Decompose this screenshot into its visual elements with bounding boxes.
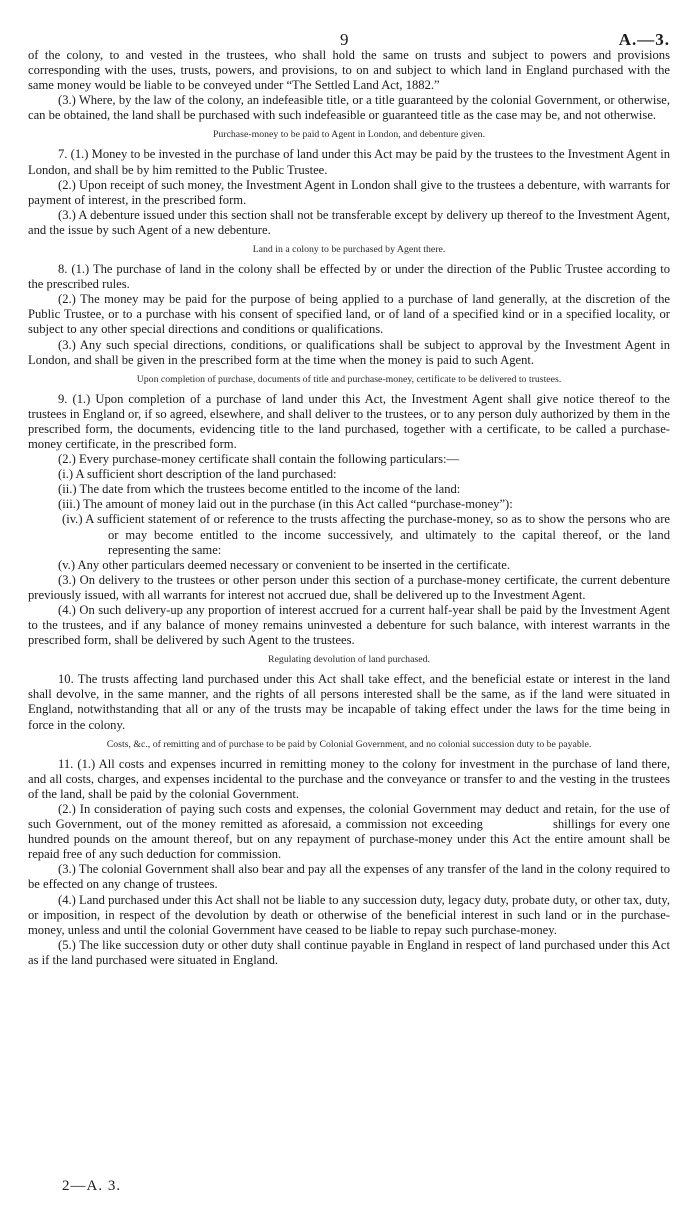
particular-item: (ii.) The date from which the trustees become entitled to the income of the land: [58, 482, 461, 497]
section-7-subsection-1: 7. (1.) Money to be invested in the purchase of land under this Act may be paid by the trustees to the Investment Agent in London, and shall be by him remitted to the Public Trustee. [28, 147, 670, 177]
paper-reference: A.—3. [618, 30, 670, 49]
section-9-subsection-2: (2.) Every purchase-money certificate shall contain the following particulars:— [58, 452, 460, 467]
section-11-heading: Costs, &c., of remitting and of purchase to be paid by Colonial Government, and no colonial succession duty to be payable. [106, 738, 592, 750]
particular-item: (iv.) A sufficient statement of or reference to the trusts affecting the purchase-money, so as to show the persons who are or may become entitled to the income successively, and ultimately to the capital thereof, or the land representing the same: [62, 512, 670, 557]
section-11-subsection-4: (4.) Land purchased under this Act shall not be liable to any succession duty, legacy duty, probate duty, or other tax, duty, or imposition, in respect of the devolution by death or otherwise of the beneficial interest in such land or in the purchase-money, unless and until the colonial Government have ceased to be liable to repay such purchase-money. [28, 892, 670, 937]
section-8-heading: Land in a colony to be purchased by Agent there. [252, 244, 446, 256]
document-body [28, 48, 670, 968]
section-11-subsection-2-part-a: (2.) In consideration of paying such costs and expenses, the colonial Government may deduct and retain, for the use of such Government, out of the money remitted as aforesaid, a commission not exceeding [28, 801, 670, 832]
section-7-subsection-2: (2.) Upon receipt of such money, the Investment Agent in London shall give to the trustees a debenture, with warrants for payment of interest, in the prescribed form. [28, 177, 670, 207]
section-11-subsection-1: 11. (1.) All costs and expenses incurred in remitting money to the colony for investment in the purchase of land there, and all costs, charges, and expenses incidental to the purchase and the conveyance or transfer to and the vesting in the trustees of the land, shall be paid by the colonial Government. [28, 756, 670, 801]
signature-mark: 2—A. 3. [62, 1178, 122, 1194]
section-11-subsection-2-part-b: shillings for every one hundred pounds on the amount thereof, but on any repayment of purchase-money under this Act the entire amount shall be repaid free of any such deduction for commission. [28, 817, 670, 862]
page-number: 9 [340, 30, 349, 49]
section-8-subsection-3: (3.) Any such special directions, conditions, or qualifications shall be subject to approval by the Investment Agent in London, and shall be given in the prescribed form at the time when the money is paid to such Agent. [28, 337, 670, 367]
section-11-subsection-2 [28, 802, 670, 862]
section-6-continuation: of the colony, to and vested in the trustees, who shall hold the same on trusts and subject to powers and provisions corresponding with the uses, trusts, powers, and provisions, to on and subject to which land in England purchased with the same money would be liable to be conveyed under “The Settled Land Act, 1882.” [28, 48, 670, 93]
particular-item: (v.) Any other particulars deemed necessary or convenient to be inserted in the certificate. [58, 557, 511, 572]
section-9-subsection-4: (4.) On such delivery-up any proportion of interest accrued for a current half-year shall be paid by the Investment Agent to the trustees, and if any balance of money remains uninvested a debenture for such balance, with interest warrants in the prescribed form, shall be delivered by such Agent to the trustees. [28, 603, 670, 648]
particular-item: (iii.) The amount of money laid out in the purchase (in this Act called “purchase-money”): [58, 497, 513, 512]
section-8-subsection-2: (2.) The money may be paid for the purpose of being applied to a purchase of land generally, at the discretion of the Public Trustee, or to a purchase with his consent of specified land, or of land of a specified kind or in a specified locality, or subject to any other special directions and conditions or qualifications. [28, 292, 670, 337]
section-6-subsection-3: (3.) Where, by the law of the colony, an indefeasible title, or a title guaranteed by the colonial Government, or otherwise, can be obtained, the land shall be purchased with such indefeasible or guaranteed title as the case may be, and not otherwise. [28, 93, 670, 123]
section-10-text: 10. The trusts affecting land purchased under this Act shall take effect, and the beneficial estate or interest in the land shall devolve, in the same manner, and the rights of all persons interested shall be the same, as if the land were situated in England, notwithstanding that all or any of the trusts may be incapable of taking effect under the laws for the time being in force in the colony. [28, 672, 670, 732]
particular-item: (i.) A sufficient short description of the land purchased: [58, 467, 337, 482]
section-10-heading: Regulating devolution of land purchased. [268, 654, 430, 666]
section-9-subsection-1: 9. (1.) Upon completion of a purchase of land under this Act, the Investment Agent shall give notice thereof to the trustees in England or, if so agreed, elsewhere, and shall deliver to the trustees, or to any person duly authorized by them in the prescribed form, the documents, evidencing title to the land purchased, together with a certificate, to be called a purchase-money certificate, in the prescribed form. [28, 391, 670, 451]
section-9-subsection-3: (3.) On delivery to the trustees or other person under this section of a purchase-money certificate, the current debenture previously issued, with all warrants for interest not accrued due, shall be delivered up to the Investment Agent. [28, 572, 670, 602]
section-7-heading: Purchase-money to be paid to Agent in London, and debenture given. [212, 129, 486, 141]
section-11-subsection-5: (5.) The like succession duty or other duty shall continue payable in England in respect of land purchased under this Act as if the land purchased were situated in England. [28, 937, 670, 967]
section-8-subsection-1: 8. (1.) The purchase of land in the colony shall be effected by or under the direction of the Public Trustee according to the prescribed rules. [28, 262, 670, 292]
section-11-subsection-3: (3.) The colonial Government shall also bear and pay all the expenses of any transfer of the land in the colony required to be effected on any change of trustees. [28, 862, 670, 892]
section-7-subsection-3: (3.) A debenture issued under this section shall not be transferable except by delivery up thereof to the Investment Agent, and the issue by such Agent of a new debenture. [28, 207, 670, 237]
section-9-heading: Upon completion of purchase, documents of title and purchase-money, certificate to be delivered to trustees. [136, 373, 562, 385]
